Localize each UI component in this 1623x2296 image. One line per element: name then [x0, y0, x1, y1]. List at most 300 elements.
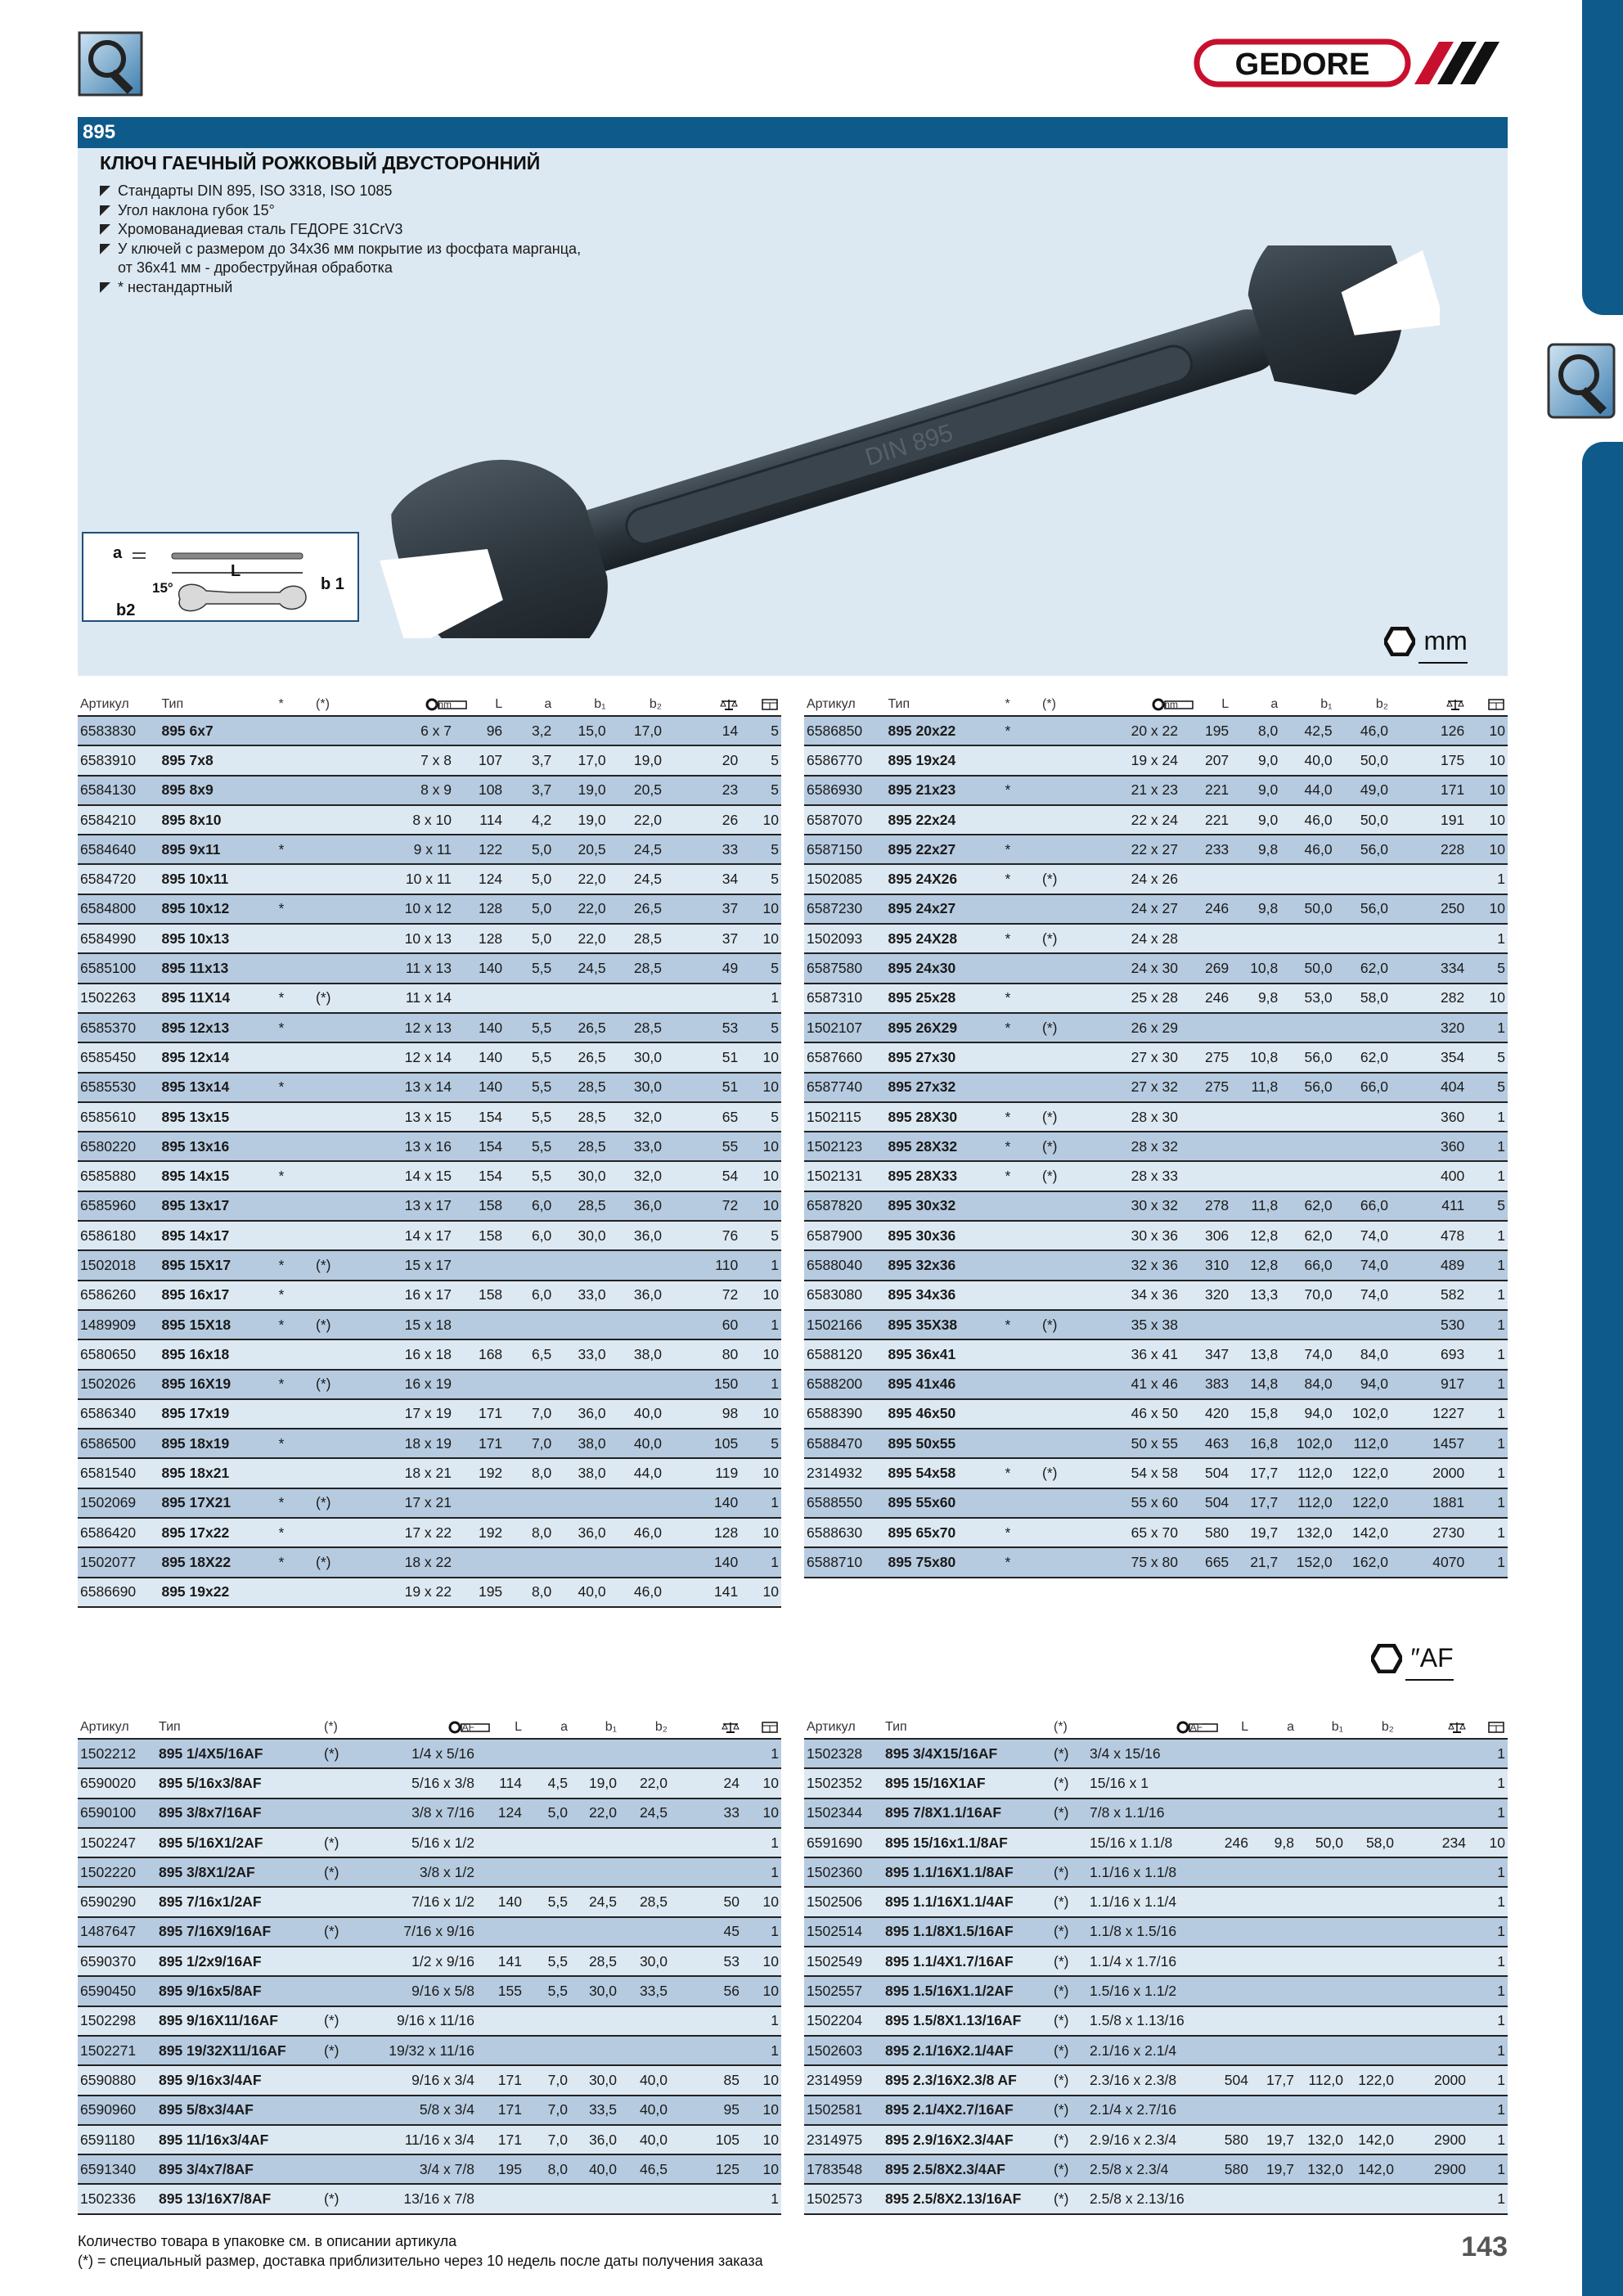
table-cell	[276, 1578, 313, 1607]
table-cell: 58,0	[1335, 984, 1391, 1013]
table-cell: 20,5	[609, 776, 664, 805]
table-cell: 142,0	[1335, 1518, 1391, 1547]
table-cell: 17,7	[1231, 1488, 1280, 1518]
table-row	[804, 894, 1508, 924]
table-cell: (*)	[1040, 864, 1087, 894]
table-cell: 1.5/16 x 1.1/2	[1087, 1976, 1205, 2006]
table-cell: 895 28X32	[885, 1132, 1002, 1161]
table-cell: 10	[1468, 1828, 1508, 1857]
table-row	[804, 1042, 1508, 1072]
table-cell	[1396, 1976, 1468, 2006]
table-cell: 168	[454, 1339, 505, 1369]
table-row	[804, 984, 1508, 1013]
table-cell	[276, 745, 313, 775]
table-cell	[1231, 1013, 1280, 1042]
table-cell	[554, 1250, 608, 1280]
table-cell: 140	[664, 1547, 740, 1577]
table-cell: 895 1.5/8X1.13/16AF	[883, 2006, 1051, 2036]
column-header: *	[1002, 694, 1040, 716]
table-cell	[276, 864, 313, 894]
table-cell: 30 x 36	[1087, 1221, 1180, 1250]
table-cell	[1396, 1947, 1468, 1976]
table-cell: 32,0	[609, 1161, 664, 1191]
table-cell	[276, 1399, 313, 1429]
bullet-triangle-icon	[100, 244, 110, 254]
table-cell: 114	[477, 1768, 524, 1798]
table-cell	[1396, 2036, 1468, 2065]
column-header: Артикул	[804, 694, 885, 716]
table-cell	[477, 1739, 524, 1768]
table-cell: 6585370	[78, 1013, 159, 1042]
table-cell: 895 19x24	[885, 745, 1002, 775]
table-cell: 22,0	[609, 805, 664, 835]
table-cell	[505, 1250, 554, 1280]
table-cell	[524, 2036, 570, 2065]
table-row	[804, 2125, 1508, 2154]
table-cell: (*)	[321, 2006, 371, 2036]
table-cell: 1502220	[78, 1857, 156, 1887]
table-cell: 10	[740, 1458, 781, 1488]
table-cell	[1346, 1799, 1396, 1828]
table-cell: 46,5	[619, 2154, 670, 2184]
table-cell: 33,5	[570, 2096, 619, 2125]
table-cell: 6586850	[804, 716, 885, 745]
table-cell	[1040, 953, 1087, 983]
bullet-triangle-icon	[100, 186, 110, 196]
table-cell: 5	[1467, 953, 1508, 983]
table-cell: 6583910	[78, 745, 159, 775]
column-header: Артикул	[78, 694, 159, 716]
table-cell: 895 13/16X7/8AF	[156, 2184, 321, 2213]
table-cell	[1205, 1976, 1251, 2006]
table-cell	[313, 1073, 361, 1102]
table-cell: 22,0	[554, 924, 608, 953]
table-cell: 895 3/8X1/2AF	[156, 1857, 321, 1887]
table-cell	[1396, 1887, 1468, 1916]
table-cell: 895 8x10	[159, 805, 276, 835]
table-cell: 62,0	[1335, 1042, 1391, 1072]
table-cell: 895 2.1/4X2.7/16AF	[883, 2096, 1051, 2125]
table-cell	[313, 1042, 361, 1072]
table-cell: 895 34x36	[885, 1281, 1002, 1310]
table-cell: 207	[1180, 745, 1231, 775]
table-cell: 50,0	[1297, 1828, 1346, 1857]
table-cell: 19/32 x 11/16	[371, 2036, 477, 2065]
table-cell: 19,0	[554, 776, 608, 805]
table-cell: 12,8	[1231, 1250, 1280, 1280]
table-row	[78, 1102, 781, 1132]
table-cell	[1297, 1799, 1346, 1828]
table-cell: 62,0	[1335, 953, 1391, 983]
size-unit-label: ″AF	[458, 1722, 474, 1733]
table-cell: 895 15X18	[159, 1310, 276, 1339]
table-cell: 122	[454, 835, 505, 864]
table-cell: (*)	[313, 984, 361, 1013]
table-row	[78, 745, 781, 775]
table-cell	[619, 1739, 670, 1768]
scale-icon	[720, 698, 738, 711]
table-cell: 10	[740, 1281, 781, 1310]
table-cell: (*)	[321, 1739, 371, 1768]
table-cell: 30 x 32	[1087, 1191, 1180, 1221]
table-cell: 10	[1467, 984, 1508, 1013]
table-cell: 6585450	[78, 1042, 159, 1072]
table-cell: 13 x 17	[361, 1191, 454, 1221]
table-cell	[276, 1221, 313, 1250]
table-cell: 1	[742, 2036, 781, 2065]
table-cell: 6588470	[804, 1429, 885, 1458]
table-cell	[1280, 1132, 1334, 1161]
table-cell	[1297, 2006, 1346, 2036]
table-cell: 171	[454, 1399, 505, 1429]
table-cell: 9,0	[1231, 745, 1280, 775]
table-cell: 504	[1205, 2065, 1251, 2095]
table-cell: 895 11X14	[159, 984, 276, 1013]
table-cell: 10	[742, 2125, 781, 2154]
table-cell: 895 19x22	[159, 1578, 276, 1607]
table-cell: 1502581	[804, 2096, 883, 2125]
table-cell: 5	[740, 1221, 781, 1250]
table-cell: (*)	[1051, 1947, 1087, 1976]
table-cell: 46,0	[609, 1578, 664, 1607]
table-cell: 18 x 22	[361, 1547, 454, 1577]
table-row	[804, 716, 1508, 745]
column-header: (*)	[1051, 1717, 1087, 1739]
table-cell: 895 28X30	[885, 1102, 1002, 1132]
table-cell: 66,0	[1335, 1073, 1391, 1102]
table-cell: 5,5	[505, 1102, 554, 1132]
table-cell: (*)	[1040, 1310, 1087, 1339]
table-cell: 582	[1391, 1281, 1467, 1310]
table-cell	[1040, 1221, 1087, 1250]
table-cell: (*)	[1051, 1976, 1087, 2006]
table-cell: 7,0	[524, 2096, 570, 2125]
table-cell: *	[276, 1310, 313, 1339]
table-cell	[321, 2154, 371, 2184]
table-cell: 36,0	[609, 1191, 664, 1221]
table-cell: 320	[1180, 1281, 1231, 1310]
table-cell: *	[276, 1547, 313, 1577]
table-cell: 5	[740, 864, 781, 894]
table-cell: 19,0	[609, 745, 664, 775]
table-cell	[1002, 1042, 1040, 1072]
table-cell	[1040, 716, 1087, 745]
section-number-band: 895	[78, 117, 1508, 148]
table-cell: 37	[664, 924, 740, 953]
table-cell	[1346, 1857, 1396, 1887]
table-cell	[313, 1191, 361, 1221]
table-cell	[1251, 2096, 1297, 2125]
table-cell: 5,0	[505, 864, 554, 894]
table-cell	[670, 1857, 742, 1887]
double-open-end-wrench-image	[376, 245, 1440, 638]
table-cell: 895 9/16X11/16AF	[156, 2006, 321, 2036]
table-cell: 275	[1180, 1042, 1231, 1072]
table-cell: 22,0	[570, 1799, 619, 1828]
table-cell: 2900	[1396, 2154, 1468, 2184]
table-row	[78, 1578, 781, 1607]
table-cell: 895 27x32	[885, 1073, 1002, 1102]
table-cell	[1002, 745, 1040, 775]
table-cell	[505, 1547, 554, 1577]
table-row	[78, 1310, 781, 1339]
table-cell: 24,5	[609, 864, 664, 894]
table-cell: 22,0	[554, 864, 608, 894]
table-cell: 10,8	[1231, 1042, 1280, 1072]
table-cell	[1040, 1399, 1087, 1429]
table-cell: 895 10x12	[159, 894, 276, 924]
table-cell: 1	[1467, 1102, 1508, 1132]
table-row	[78, 2154, 781, 2184]
table-cell: 228	[1391, 835, 1467, 864]
table-cell	[1002, 894, 1040, 924]
table-cell	[1297, 1768, 1346, 1798]
table-cell: 122,0	[1335, 1458, 1391, 1488]
table-row	[804, 1488, 1508, 1518]
table-cell: 26,5	[554, 1042, 608, 1072]
table-cell: *	[1002, 864, 1040, 894]
table-cell	[1297, 2184, 1346, 2213]
table-cell	[1040, 1547, 1087, 1577]
table-cell	[313, 1518, 361, 1547]
table-row	[804, 1768, 1508, 1798]
table-cell	[619, 2184, 670, 2213]
table-cell: 46,0	[1335, 716, 1391, 745]
table-row	[804, 1739, 1508, 1768]
table-cell: 24 x 30	[1087, 953, 1180, 983]
table-cell: 28,5	[554, 1132, 608, 1161]
table-cell	[313, 1429, 361, 1458]
table-cell: 6591690	[804, 1828, 883, 1857]
table-cell	[1280, 1310, 1334, 1339]
table-cell: 9,8	[1231, 984, 1280, 1013]
unit-label-af: ″AF	[1410, 1643, 1454, 1672]
table-cell: 895 2.5/8X2.13/16AF	[883, 2184, 1051, 2213]
table-cell: 895 15X17	[159, 1250, 276, 1280]
table-cell: 50,0	[1280, 894, 1334, 924]
table-row	[78, 1976, 781, 2006]
table-cell: 13 x 15	[361, 1102, 454, 1132]
table-cell: 24 x 26	[1087, 864, 1180, 894]
table-cell	[570, 1828, 619, 1857]
table-cell: 4,5	[524, 1768, 570, 1798]
table-cell: 155	[477, 1976, 524, 2006]
table-cell: 46,0	[1280, 805, 1334, 835]
table-cell: 895 18x21	[159, 1458, 276, 1488]
table-cell: 895 7/8X1.1/16AF	[883, 1799, 1051, 1828]
table-cell: (*)	[313, 1370, 361, 1399]
table-cell: 158	[454, 1281, 505, 1310]
table-cell: 55	[664, 1132, 740, 1161]
table-cell: 1.5/8 x 1.13/16	[1087, 2006, 1205, 2036]
table-cell: 1502557	[804, 1976, 883, 2006]
table-cell	[477, 1857, 524, 1887]
table-cell: 66,0	[1280, 1250, 1334, 1280]
table-cell: 1502077	[78, 1547, 159, 1577]
table-cell	[313, 1102, 361, 1132]
table-cell: 5	[740, 716, 781, 745]
table-cell	[505, 984, 554, 1013]
table-cell: 28,5	[609, 924, 664, 953]
table-cell: 2.1/4 x 2.7/16	[1087, 2096, 1205, 2125]
table-cell: 141	[477, 1947, 524, 1976]
table-cell: 114	[454, 805, 505, 835]
table-cell	[313, 805, 361, 835]
table-row	[804, 1518, 1508, 1547]
table-cell: 171	[477, 2125, 524, 2154]
footnote-pack: Количество товара в упаковке см. в описании артикула	[78, 2233, 457, 2249]
table-cell: 8,0	[1231, 716, 1280, 745]
table-cell: 1	[1468, 1917, 1508, 1947]
table-cell	[313, 1221, 361, 1250]
table-cell: 50,0	[1335, 745, 1391, 775]
table-cell: 895 9x11	[159, 835, 276, 864]
dim-label-a: a	[113, 544, 123, 562]
table-cell: 95	[670, 2096, 742, 2125]
table-cell: 5,5	[524, 1976, 570, 2006]
table-cell: 5	[1467, 1042, 1508, 1072]
table-cell: 895 22x27	[885, 835, 1002, 864]
table-cell: 6584720	[78, 864, 159, 894]
table-cell: 282	[1391, 984, 1467, 1013]
table-cell: 6588200	[804, 1370, 885, 1399]
table-row	[804, 1917, 1508, 1947]
table-cell	[276, 1339, 313, 1369]
column-header: b₁	[1297, 1717, 1346, 1739]
table-cell	[619, 2006, 670, 2036]
table-cell: 895 27x30	[885, 1042, 1002, 1072]
table-row	[804, 1547, 1508, 1577]
table-cell: 895 25x28	[885, 984, 1002, 1013]
table-cell: 28,5	[570, 1947, 619, 1976]
table-cell: 1	[1468, 2154, 1508, 2184]
table-cell: 112,0	[1280, 1488, 1334, 1518]
table-cell: 895 16x17	[159, 1281, 276, 1310]
table-cell: 895 24X26	[885, 864, 1002, 894]
table-cell: 175	[1391, 745, 1467, 775]
table-cell: 895 7x8	[159, 745, 276, 775]
column-header: Артикул	[78, 1717, 156, 1739]
table-cell: 5,5	[524, 1947, 570, 1976]
table-cell: 221	[1180, 776, 1231, 805]
table-cell: 895 30x32	[885, 1191, 1002, 1221]
scale-icon	[1448, 1721, 1466, 1734]
table-cell: 128	[454, 894, 505, 924]
table-cell: 2.5/8 x 2.13/16	[1087, 2184, 1205, 2213]
table-cell	[313, 745, 361, 775]
table-row	[78, 984, 781, 1013]
table-cell	[524, 1917, 570, 1947]
table-row	[78, 716, 781, 745]
table-cell: 6584800	[78, 894, 159, 924]
table-cell: 5,5	[505, 1013, 554, 1042]
table-cell: 2.1/16 x 2.1/4	[1087, 2036, 1205, 2065]
table-cell: 36,0	[609, 1281, 664, 1310]
table-row	[804, 1102, 1508, 1132]
table-cell: 142,0	[1346, 2125, 1396, 2154]
table-cell: 504	[1180, 1488, 1231, 1518]
table-cell: 895 21x23	[885, 776, 1002, 805]
table-cell	[276, 1042, 313, 1072]
table-cell: 15 x 18	[361, 1310, 454, 1339]
table-cell: 32 x 36	[1087, 1250, 1180, 1280]
table-cell: (*)	[321, 1828, 371, 1857]
table-cell	[1002, 1221, 1040, 1250]
table-cell	[1180, 1310, 1231, 1339]
table-cell: 895 1/2x9/16AF	[156, 1947, 321, 1976]
table-cell: (*)	[1051, 2125, 1087, 2154]
table-cell: 5/8 x 3/4	[371, 2096, 477, 2125]
table-cell	[276, 716, 313, 745]
table-cell	[454, 1547, 505, 1577]
table-cell	[670, 1739, 742, 1768]
table-cell	[313, 1399, 361, 1429]
table-cell: 6587900	[804, 1221, 885, 1250]
table-cell: 2.3/16 x 2.3/8	[1087, 2065, 1205, 2095]
table-cell	[1205, 2096, 1251, 2125]
box-icon	[1487, 1721, 1505, 1734]
table-cell: 152,0	[1280, 1547, 1334, 1577]
table-cell: 5,0	[505, 835, 554, 864]
table-cell	[570, 1917, 619, 1947]
table-cell	[321, 2125, 371, 2154]
table-cell: 5,5	[505, 1132, 554, 1161]
table-cell: 10	[1467, 745, 1508, 775]
table-cell	[1396, 1799, 1468, 1828]
table-cell: 1502204	[804, 2006, 883, 2036]
table-cell: 6588120	[804, 1339, 885, 1369]
table-cell: 6590450	[78, 1976, 156, 2006]
table-cell	[1396, 1768, 1468, 1798]
table-cell: 478	[1391, 1221, 1467, 1250]
table-cell: 94,0	[1335, 1370, 1391, 1399]
table-cell: 158	[454, 1191, 505, 1221]
unit-label-mm: mm	[1423, 626, 1468, 655]
table-cell: *	[1002, 1161, 1040, 1191]
table-cell	[1346, 1947, 1396, 1976]
table-cell: 5	[1467, 1073, 1508, 1102]
table-cell: 15,8	[1231, 1399, 1280, 1429]
table-cell: 1	[742, 1828, 781, 1857]
table-cell	[321, 2096, 371, 2125]
table-cell: 22,0	[619, 1768, 670, 1798]
table-cell	[1297, 2036, 1346, 2065]
table-cell: 5	[740, 953, 781, 983]
table-cell: 895 8x9	[159, 776, 276, 805]
table-cell: 6585100	[78, 953, 159, 983]
table-cell	[1251, 1917, 1297, 1947]
table-cell: 112,0	[1280, 1458, 1334, 1488]
table-cell: 1	[1467, 1429, 1508, 1458]
table-cell: 28 x 30	[1087, 1102, 1180, 1132]
table-row	[78, 2125, 781, 2154]
table-cell: 74,0	[1335, 1281, 1391, 1310]
table-cell: 1	[1467, 1370, 1508, 1399]
table-row	[78, 1399, 781, 1429]
table-cell: 11,8	[1231, 1073, 1280, 1102]
table-row	[78, 1191, 781, 1221]
table-cell: *	[276, 1250, 313, 1280]
table-cell: 246	[1180, 894, 1231, 924]
table-row	[78, 864, 781, 894]
table-cell: 895 2.1/16X2.1/4AF	[883, 2036, 1051, 2065]
table-cell	[1297, 2096, 1346, 2125]
table-row	[78, 1947, 781, 1976]
table-cell: (*)	[313, 1547, 361, 1577]
table-cell	[1040, 776, 1087, 805]
table-cell: 895 15/16X1AF	[883, 1768, 1051, 1798]
table-cell: 19,0	[570, 1768, 619, 1798]
